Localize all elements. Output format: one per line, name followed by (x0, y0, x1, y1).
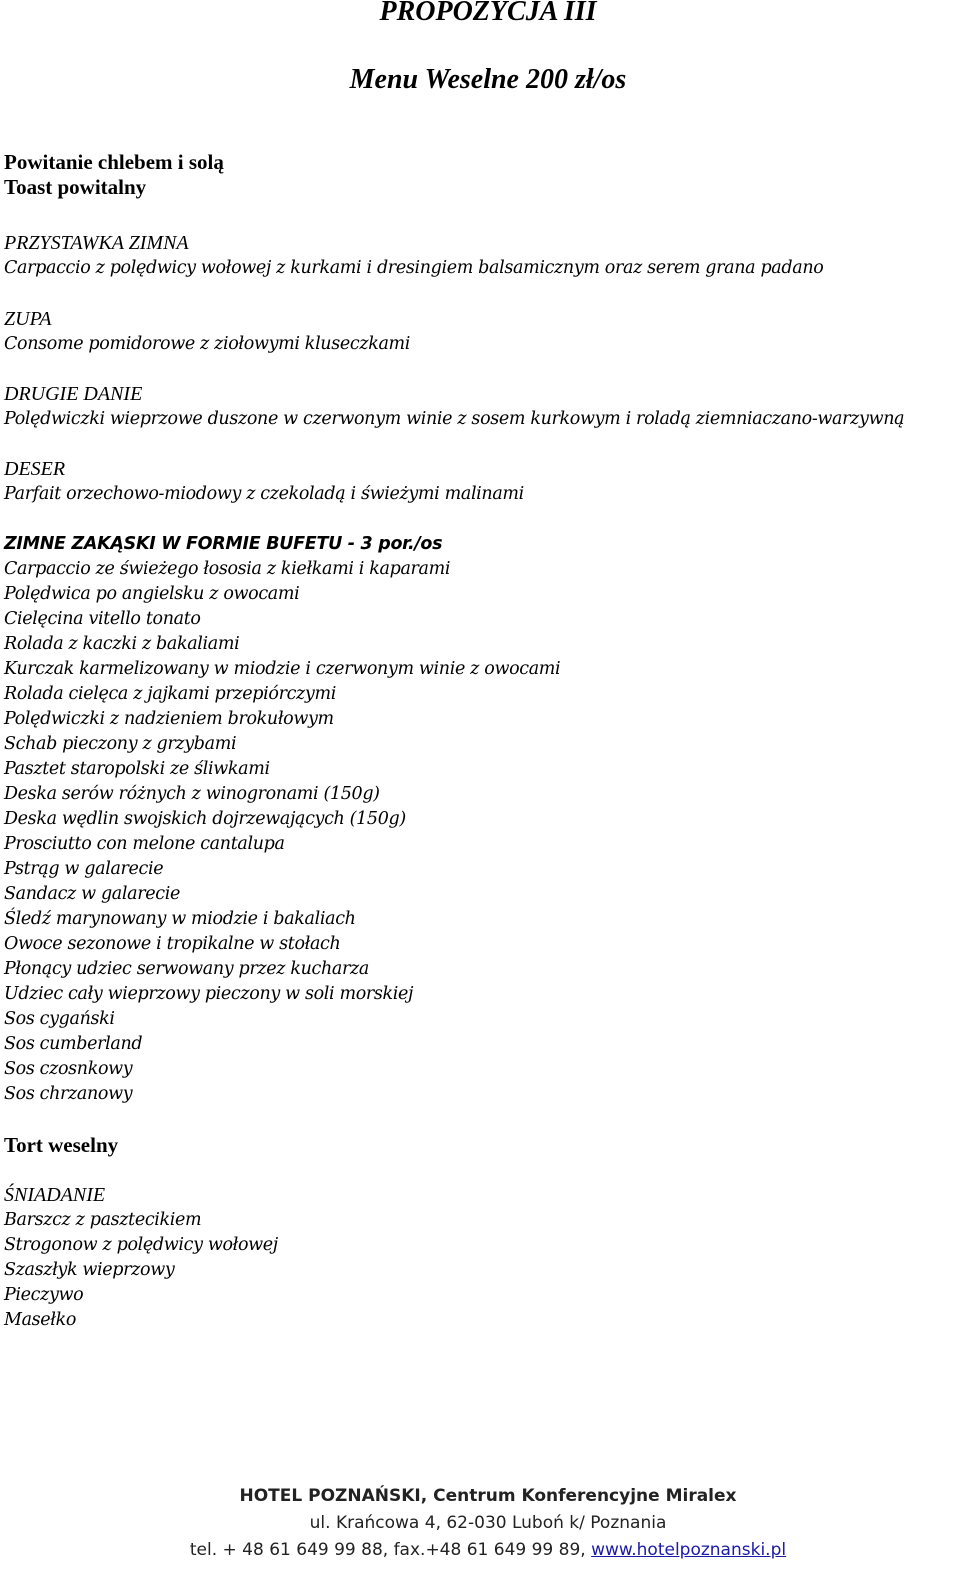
list-item: Szaszłyk wieprzowy (4, 1260, 175, 1280)
list-item: Pstrąg w galarecie (4, 859, 164, 879)
main-course-dish: Polędwiczki wieprzowe duszone w czerwonym winie z sosem kurkowym i roladą ziemniaczano-warzywną (4, 409, 905, 429)
list-item: Kurczak karmelizowany w miodzie i czerwonym winie z owocami (4, 659, 561, 679)
cold-starter-heading: PRZYSTAWKA ZIMNA (4, 232, 189, 254)
list-item: Płonący udziec serwowany przez kucharza (4, 959, 369, 979)
list-item: Owoce sezonowe i tropikalne w stołach (4, 934, 341, 954)
list-item: Polędwiczki z nadzieniem brokułowym (4, 709, 334, 729)
list-item: Masełko (4, 1310, 77, 1330)
welcome-bread: Powitanie chlebem i solą (4, 150, 224, 174)
breakfast-heading: ŚNIADANIE (4, 1184, 106, 1206)
soup-dish: Consome pomidorowe z ziołowymi kluseczkami (4, 334, 411, 354)
list-item: Deska wędlin swojskich dojrzewających (150g) (4, 809, 406, 829)
website-link[interactable]: www.hotelpoznanski.pl (591, 1540, 787, 1560)
list-item: Carpaccio ze świeżego łososia z kiełkami i kaparami (4, 559, 451, 579)
hotel-phone-fax: tel. + 48 61 649 99 88, fax.+48 61 649 99 89, (189, 1540, 592, 1560)
list-item: Polędwica po angielsku z owocami (4, 584, 300, 604)
buffet-heading: ZIMNE ZAKĄSKI W FORMIE BUFETU - 3 por./os (4, 534, 443, 554)
hotel-contact-line (0, 1537, 960, 1564)
list-item: Pieczywo (4, 1285, 84, 1305)
dessert-heading: DESER (4, 458, 66, 480)
list-item: Udziec cały wieprzowy pieczony w soli morskiej (4, 984, 414, 1004)
soup-heading: ZUPA (4, 308, 52, 330)
list-item: Rolada z kaczki z bakaliami (4, 634, 240, 654)
buffet-list (4, 557, 560, 1107)
list-item: Strogonow z polędwicy wołowej (4, 1235, 278, 1255)
wedding-cake: Tort weselny (4, 1133, 119, 1157)
cold-starter-dish: Carpaccio z polędwicy wołowej z kurkami i dresingiem balsamicznym oraz serem grana padano (4, 258, 824, 278)
list-item: Cielęcina vitello tonato (4, 609, 201, 629)
welcome-toast: Toast powitalny (4, 175, 147, 199)
list-item: Pasztet staropolski ze śliwkami (4, 759, 270, 779)
list-item: Schab pieczony z grzybami (4, 734, 237, 754)
list-item: Prosciutto con melone cantalupa (4, 834, 285, 854)
menu-title: Menu Weselne 200 zł/os (349, 64, 627, 95)
main-course-heading: DRUGIE DANIE (4, 383, 143, 405)
list-item: Barszcz z pasztecikiem (4, 1210, 202, 1230)
list-item: Deska serów różnych z winogronami (150g) (4, 784, 380, 804)
hotel-name: HOTEL POZNAŃSKI, Centrum Konferencyjne Miralex (239, 1486, 737, 1506)
list-item: Sos cygański (4, 1009, 115, 1029)
hotel-footer (0, 1483, 960, 1564)
list-item: Sos czosnkowy (4, 1059, 133, 1079)
breakfast-list (4, 1208, 278, 1333)
list-item: Sandacz w galarecie (4, 884, 180, 904)
list-item: Śledź marynowany w miodzie i bakaliach (4, 909, 356, 929)
list-item: Sos chrzanowy (4, 1084, 133, 1104)
hotel-address: ul. Krańcowa 4, 62-030 Luboń k/ Poznania (309, 1513, 667, 1533)
proposal-title: PROPOZYCJA III (379, 0, 597, 27)
list-item: Rolada cielęca z jajkami przepiórczymi (4, 684, 336, 704)
list-item: Sos cumberland (4, 1034, 143, 1054)
dessert-dish: Parfait orzechowo-miodowy z czekoladą i świeżymi malinami (4, 484, 524, 504)
